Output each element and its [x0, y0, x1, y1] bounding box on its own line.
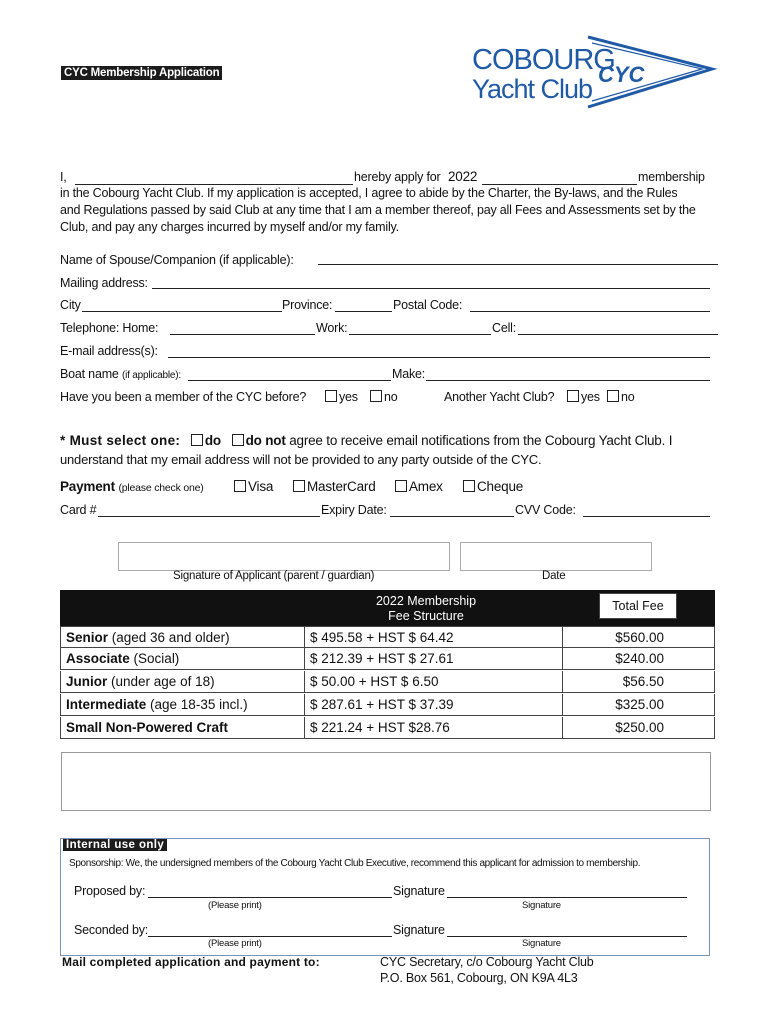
fee-breakdown-cell: $ 495.58 + HST $ 64.42: [304, 626, 563, 648]
payment-visa[interactable]: [234, 479, 273, 494]
total-fee-cell: $56.50: [562, 671, 715, 693]
proposed-label: Proposed by:: [74, 884, 146, 898]
email-label: E-mail address(s):: [60, 344, 158, 358]
cobourg-yacht-club-logo: [470, 35, 725, 120]
internal-use-label: Internal use only: [63, 839, 167, 851]
another-club-no[interactable]: [607, 390, 635, 404]
do-not-checkbox[interactable]: [232, 434, 244, 446]
work-phone-field[interactable]: [349, 334, 491, 335]
mail-address-line1: CYC Secretary, c/o Cobourg Yacht Club: [380, 955, 594, 969]
membership-category-detail: (Social): [129, 651, 180, 666]
card-label: Card #: [60, 503, 97, 517]
membership-category-name: Intermediate: [66, 697, 147, 712]
consent-text1: agree to receive email notifications from the Cobourg Yacht Club. I: [289, 433, 673, 448]
mail-address-line2: P.O. Box 561, Cobourg, ON K9A 4L3: [380, 971, 578, 985]
logo-line2: Yacht Club: [472, 74, 593, 104]
cheque-text: Cheque: [477, 479, 524, 494]
make-label: Make:: [392, 367, 426, 381]
membership-category-cell: [60, 717, 305, 739]
intro-hereby: hereby apply for: [354, 170, 441, 184]
proposed-please-print: (Please print): [208, 900, 262, 911]
payment-cheque[interactable]: [463, 479, 523, 494]
date-caption: Date: [542, 570, 566, 582]
home-phone-field[interactable]: [170, 334, 315, 335]
cvv-label: CVV Code:: [515, 503, 576, 517]
membership-type-field[interactable]: [482, 184, 637, 185]
boat-name-label: [60, 367, 181, 381]
expiry-field[interactable]: [390, 516, 514, 517]
membership-category-cell: [60, 694, 305, 716]
total-fee-cell: $325.00: [562, 694, 715, 716]
yes-text: yes: [339, 390, 358, 404]
member-before-yes-checkbox[interactable]: [325, 390, 337, 402]
date-box[interactable]: [460, 542, 652, 571]
consent-text2: understand that my email address will not be provided to any party outside of the CYC.: [60, 452, 542, 467]
boat-name-text: Boat name: [60, 367, 119, 381]
province-label: Province:: [282, 298, 333, 312]
no-text: no: [621, 390, 635, 404]
member-before-no[interactable]: [370, 390, 398, 404]
intro-membership: membership: [638, 170, 705, 184]
total-fee-cell: $560.00: [562, 626, 715, 648]
amex-text: Amex: [409, 479, 443, 494]
proposed-signature-caption: Signature: [522, 900, 561, 911]
payment-mastercard[interactable]: [293, 479, 376, 494]
membership-category-name: Senior: [66, 630, 109, 645]
seconded-label: Seconded by:: [74, 923, 149, 937]
mastercard-text: MasterCard: [307, 479, 376, 494]
proposed-field[interactable]: [148, 897, 392, 898]
membership-category-cell: [60, 626, 305, 648]
fee-structure-header: [304, 594, 548, 624]
card-number-field[interactable]: [98, 516, 320, 517]
intro-line2: in the Cobourg Yacht Club. If my application is accepted, I agree to abide by the Charter, the By-laws, and the Rules: [60, 186, 678, 200]
membership-category-detail: (age 18-35 incl.): [146, 697, 248, 712]
spouse-field[interactable]: [318, 264, 718, 265]
applicant-signature-caption: Signature of Applicant (parent / guardian): [173, 570, 375, 582]
visa-text: Visa: [248, 479, 274, 494]
do-not-label: do not: [245, 433, 286, 448]
intro-line4: Club, and pay any charges incurred by myself and/or my family.: [60, 220, 399, 234]
applicant-name-field[interactable]: [75, 184, 353, 185]
fee-breakdown-cell: $ 212.39 + HST $ 27.61: [304, 648, 563, 670]
intro-i-label: I,: [60, 170, 67, 184]
sponsorship-text: Sponsorship: We, the undersigned members of the Cobourg Yacht Club Executive, recommend this applicant for admission to membership.: [69, 858, 641, 869]
payment-amex[interactable]: [395, 479, 443, 494]
city-field[interactable]: [82, 311, 282, 312]
fee-breakdown-cell: $ 221.24 + HST $28.76: [304, 717, 563, 739]
logo-line1: COBOURG: [472, 44, 615, 76]
intro-line3: and Regulations passed by said Club at any time that I am a member thereof, pay all Fees and Assessments set by the: [60, 203, 696, 217]
do-checkbox[interactable]: [191, 434, 203, 446]
postal-field[interactable]: [470, 311, 710, 312]
boat-name-note: (if applicable):: [121, 370, 181, 381]
intro-year: 2022: [448, 169, 478, 184]
membership-category-cell: [60, 671, 305, 693]
amex-checkbox[interactable]: [395, 480, 407, 492]
member-before-label: Have you been a member of the CYC before?: [60, 390, 307, 404]
fee-breakdown-cell: $ 50.00 + HST $ 6.50: [304, 671, 563, 693]
province-field[interactable]: [335, 311, 392, 312]
seconded-signature-caption: Signature: [522, 938, 561, 949]
mailing-field[interactable]: [152, 288, 710, 289]
must-select-label: * Must select one:: [60, 433, 181, 448]
seconded-field[interactable]: [148, 936, 392, 937]
membership-category-name: Junior: [66, 674, 108, 689]
email-field[interactable]: [168, 357, 710, 358]
seconded-signature-field[interactable]: [447, 936, 687, 937]
cell-label: Cell:: [492, 321, 517, 335]
total-fee-header: Total Fee: [599, 593, 677, 619]
notes-box[interactable]: [61, 752, 711, 811]
work-label: Work:: [316, 321, 348, 335]
membership-category-name: Small Non-Powered Craft: [66, 720, 229, 735]
payment-row: [60, 479, 204, 494]
visa-checkbox[interactable]: [234, 480, 246, 492]
telephone-home-label: Telephone: Home:: [60, 321, 159, 335]
mastercard-checkbox[interactable]: [293, 480, 305, 492]
another-club-no-checkbox[interactable]: [607, 390, 619, 402]
member-before-yes[interactable]: [325, 390, 358, 404]
payment-label: Payment: [60, 479, 115, 494]
spouse-label: Name of Spouse/Companion (if applicable):: [60, 253, 294, 267]
total-fee-cell: $240.00: [562, 648, 715, 670]
cheque-checkbox[interactable]: [463, 480, 475, 492]
membership-category-cell: [60, 648, 305, 670]
another-club-label: Another Yacht Club?: [444, 390, 555, 404]
mailing-label: Mailing address:: [60, 276, 148, 290]
do-label: do: [204, 433, 221, 448]
form-title: CYC Membership Application: [61, 66, 222, 80]
membership-category-name: Associate: [66, 651, 130, 666]
seconded-please-print: (Please print): [208, 938, 262, 949]
proposed-signature-field[interactable]: [447, 897, 687, 898]
fee-header-line1: 2022 Membership: [375, 594, 477, 608]
another-club-yes[interactable]: [567, 390, 600, 404]
mail-label: Mail completed application and payment to:: [62, 955, 320, 969]
yes-text: yes: [581, 390, 600, 404]
expiry-label: Expiry Date:: [321, 503, 387, 517]
another-club-yes-checkbox[interactable]: [567, 390, 579, 402]
cvv-field[interactable]: [583, 516, 710, 517]
consent-line1: [60, 433, 672, 448]
member-before-no-checkbox[interactable]: [370, 390, 382, 402]
cell-phone-field[interactable]: [518, 334, 718, 335]
seconded-signature-label: Signature: [393, 923, 445, 937]
boat-name-field[interactable]: [188, 380, 391, 381]
membership-category-detail: (under age of 18): [107, 674, 215, 689]
fee-breakdown-cell: $ 287.61 + HST $ 37.39: [304, 694, 563, 716]
total-fee-cell: $250.00: [562, 717, 715, 739]
fee-header-line2: Fee Structure: [388, 609, 464, 623]
membership-category-detail: (aged 36 and older): [108, 630, 230, 645]
payment-note: (please check one): [118, 482, 204, 494]
applicant-signature-box[interactable]: [118, 542, 450, 571]
postal-label: Postal Code:: [393, 298, 463, 312]
proposed-signature-label: Signature: [393, 884, 445, 898]
logo-mark: CYC: [598, 62, 645, 87]
make-field[interactable]: [426, 380, 710, 381]
city-label: City: [60, 298, 81, 312]
no-text: no: [384, 390, 398, 404]
